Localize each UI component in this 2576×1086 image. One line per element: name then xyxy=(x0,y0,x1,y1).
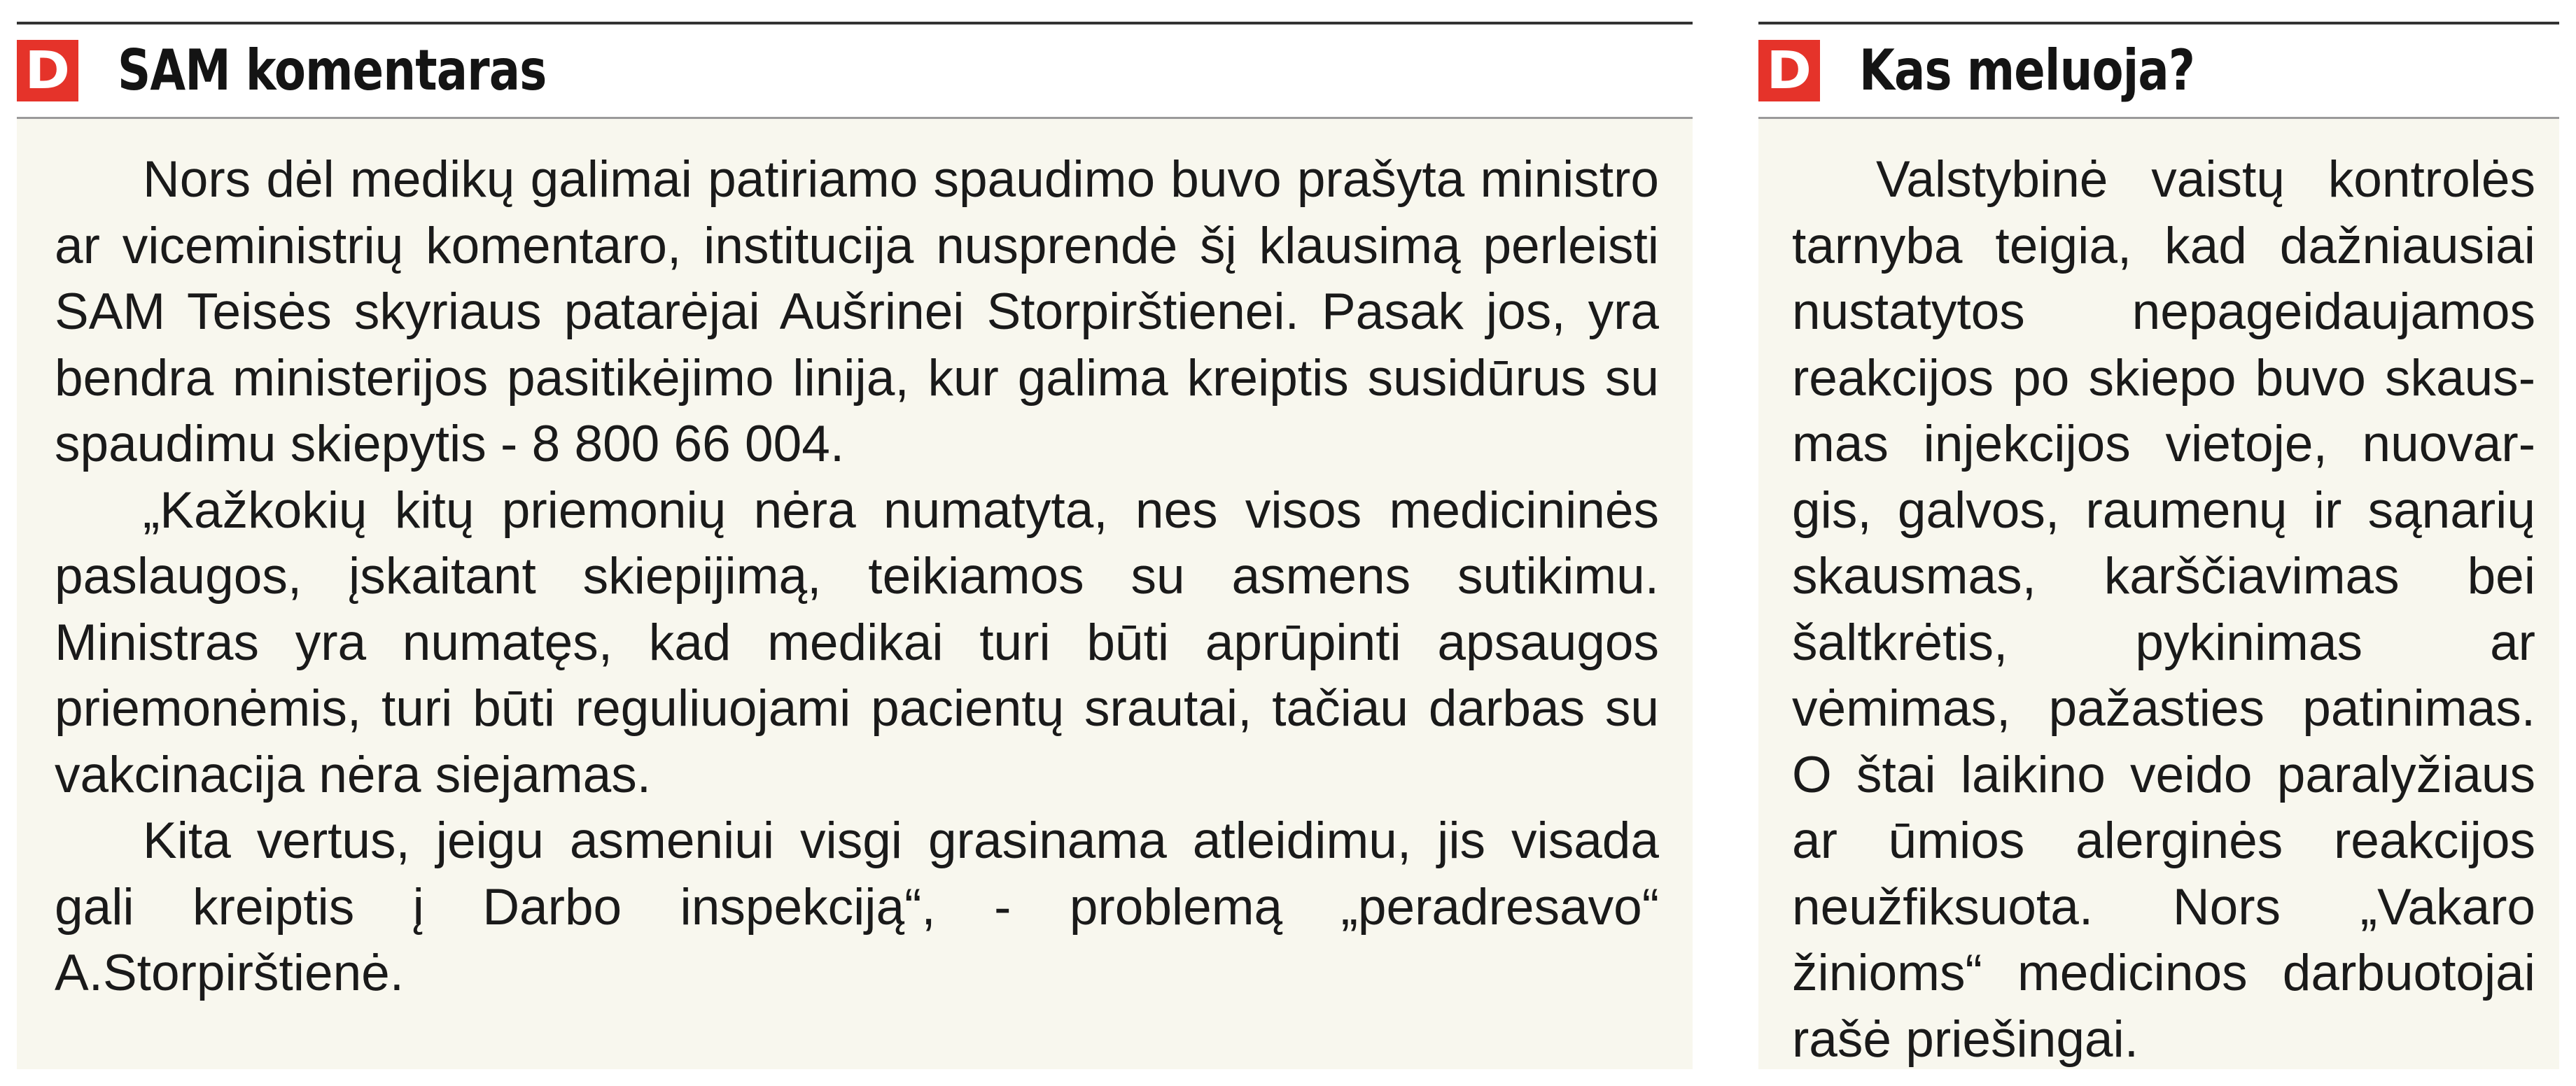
paragraph: „Kažkokių kitų priemonių nėra numatyta, nes visos medicininės paslaugos, įskaitant skiepijimą, teikiamos su asmens sutikimu. Ministras yra numatęs, kad medikai turi būti aprūpinti apsaugos priemonėmis, turi būti reguliuojami pacientų srautai, tačiau darbas su vakcinacija nėra siejamas. xyxy=(55,481,1659,803)
paragraph: Valstybinė vaistų kontrolės tarnyba teigia, kad dažniausiai nustatytos nepageidaujamos reakcijos po skiepo buvo skausmas injekcijos vietoje, nuovargis, galvos, raumenų ir sąnarių skausmas, karščiavimas bei šaltkrėtis, pykinimas ar vėmimas, pažasties patinimas. O štai laikino veido paralyžiaus ar ūmios alerginės reakcijos neužfiksuota. Nors „Vakaro žinioms“ medicinos darbuotojai rašė priešingai. xyxy=(1792,151,2535,1068)
d-logo-letter: D xyxy=(1766,41,1812,101)
section-title: SAM komentaras xyxy=(118,38,547,103)
paragraph: Kita vertus, jeigu asmeniui visgi grasinama atleidimu, jis visada gali kreiptis į Darbo inspekciją“, - problemą „peradresavo“ A.Storpirštienė. xyxy=(55,812,1659,1001)
section-header xyxy=(17,24,1693,119)
who-is-lying-box xyxy=(1758,0,2559,1069)
d-logo-letter: D xyxy=(24,41,71,101)
d-logo-icon xyxy=(17,40,78,101)
d-logo-icon xyxy=(1758,40,1820,101)
sam-comment-box xyxy=(17,0,1693,1069)
text-panel xyxy=(1758,119,2559,1069)
section-title: Kas meluoja? xyxy=(1859,38,2195,103)
text-panel xyxy=(17,119,1693,1069)
section-header xyxy=(1758,24,2559,119)
paragraph: Nors dėl medikų galimai patiriamo spaudimo buvo prašyta ministro ar viceministrių komentaro, institucija nusprendė šį klausimą perleisti SAM Teisės skyriaus patarėjai Aušrinei Storpirštienei. Pasak jos, yra bendra ministerijos pasitikėjimo linija, kur galima kreiptis susidūrus su spaudimu skiepytis - 8 800 66 004. xyxy=(55,151,1659,472)
